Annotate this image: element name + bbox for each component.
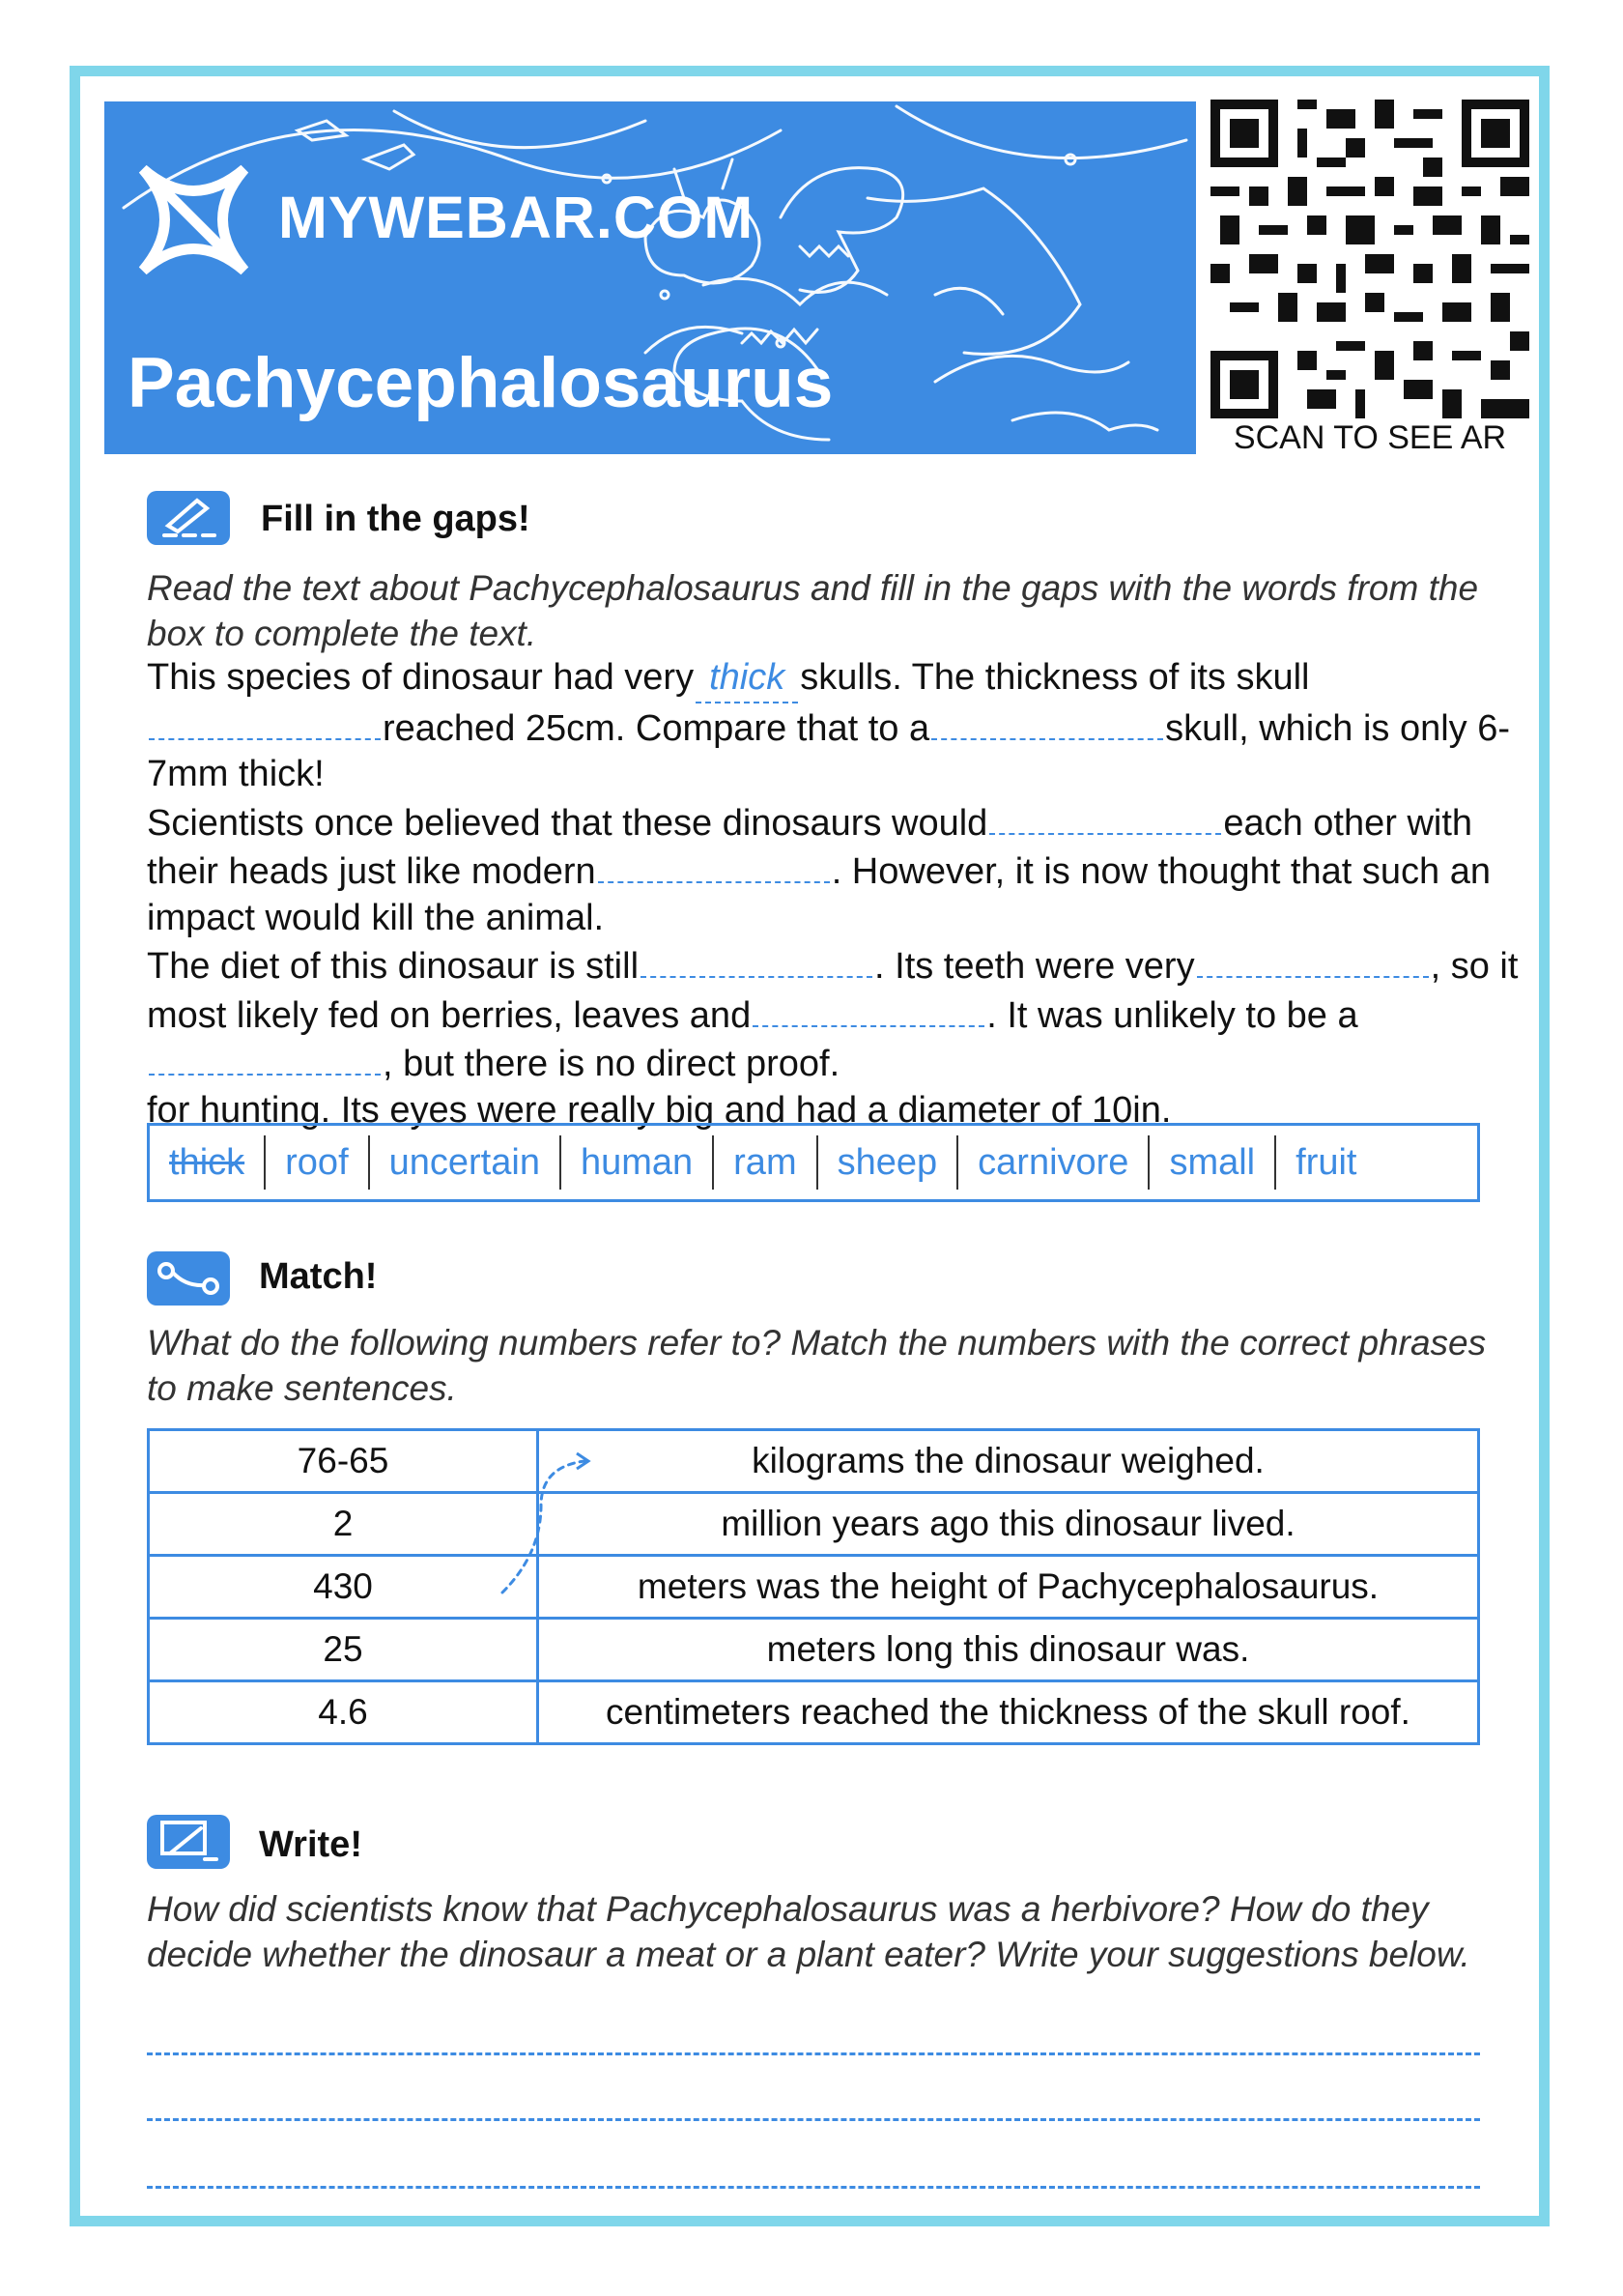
gaps-instruction: Read the text about Pachycephalosaurus and fill in the gaps with the words from the box to complete the text. [147, 568, 1479, 653]
word-bank-item[interactable]: human [561, 1135, 714, 1190]
text-segment: This species of dinosaur had very [147, 657, 695, 698]
text-segment: Scientists once believed that these dinosaurs would [147, 802, 988, 844]
match-phrase[interactable]: meters long this dinosaur was. [538, 1619, 1479, 1681]
gap-blank[interactable] [753, 990, 984, 1027]
answer-line[interactable] [147, 2052, 1480, 2055]
text-segment: each other with their heads just like modern [147, 802, 1473, 892]
gap-blank[interactable] [149, 703, 381, 740]
gap-blank[interactable] [931, 703, 1163, 740]
page-title: Pachycephalosaurus [128, 344, 834, 422]
header-banner [104, 101, 1196, 454]
word-bank-item[interactable]: fruit [1296, 1142, 1357, 1183]
text-segment: skull, which is only 6-7mm thick! [147, 707, 1510, 794]
pencil-icon [147, 491, 230, 545]
text-segment: . However, it is now thought that such an impact would kill the animal. [147, 851, 1491, 938]
match-phrase[interactable]: kilograms the dinosaur weighed. [538, 1430, 1479, 1493]
text-segment: The diet of this dinosaur is still [147, 946, 640, 987]
gaps-section-title: Fill in the gaps! [261, 499, 530, 539]
table-row [149, 1430, 1479, 1493]
word-bank-item[interactable]: sheep [818, 1135, 959, 1190]
gap-blank[interactable] [641, 941, 872, 978]
word-bank-item[interactable]: ram [714, 1135, 817, 1190]
brand-name: MYWEBAR.COM [278, 185, 755, 250]
table-row [149, 1493, 1479, 1556]
match-section-title: Match! [259, 1256, 378, 1297]
match-number[interactable]: 430 [149, 1556, 538, 1619]
table-row [149, 1556, 1479, 1619]
answer-line[interactable] [147, 2118, 1480, 2121]
gap-blank[interactable] [1197, 941, 1429, 978]
word-bank-item[interactable]: thick [150, 1135, 266, 1190]
table-row [149, 1619, 1479, 1681]
table-row [149, 1681, 1479, 1744]
text-segment: skulls. The thickness of its skull [800, 657, 1310, 698]
gap-blank[interactable] [598, 847, 830, 883]
match-number[interactable]: 2 [149, 1493, 538, 1556]
write-section-title: Write! [259, 1824, 362, 1865]
gap-blank[interactable] [989, 798, 1221, 835]
match-number[interactable]: 4.6 [149, 1681, 538, 1744]
text-segment: . Its teeth were very [874, 946, 1195, 987]
qr-label: SCAN TO SEE AR [1233, 419, 1507, 456]
gap-filled[interactable]: thick [696, 655, 798, 703]
match-number[interactable]: 25 [149, 1619, 538, 1681]
text-segment: for hunting. Its eyes were really big and had a diameter of 10in. [147, 1089, 1172, 1131]
write-instruction: How did scientists know that Pachycephalosaurus was a herbivore? How do they decide whether the dinosaur a meat or a plant eater? Write your suggestions below. [147, 1889, 1470, 1974]
word-bank-item[interactable]: small [1150, 1135, 1276, 1190]
text-segment: , but there is no direct proof. [383, 1044, 840, 1084]
text-segment: reached 25cm. Compare that to a [383, 707, 930, 749]
write-icon [147, 1815, 230, 1869]
match-number[interactable]: 76-65 [149, 1430, 538, 1493]
word-bank-item[interactable]: roof [266, 1135, 369, 1190]
word-bank [147, 1123, 1480, 1202]
match-phrase[interactable]: million years ago this dinosaur lived. [538, 1493, 1479, 1556]
match-phrase[interactable]: meters was the height of Pachycephalosaurus. [538, 1556, 1479, 1619]
gap-blank[interactable] [149, 1039, 381, 1076]
text-segment: , so it most likely fed on berries, leaves and [147, 946, 1519, 1036]
match-instruction: What do the following numbers refer to? Match the numbers with the correct phrases to make sentences. [147, 1323, 1487, 1408]
text-segment: . It was unlikely to be a [986, 994, 1358, 1036]
match-phrase[interactable]: centimeters reached the thickness of the skull roof. [538, 1681, 1479, 1744]
word-bank-item[interactable]: carnivore [958, 1135, 1150, 1190]
answer-line[interactable] [147, 2186, 1480, 2189]
word-bank-item[interactable]: uncertain [370, 1135, 561, 1190]
match-table [147, 1428, 1480, 1745]
qr-code-icon[interactable] [1210, 100, 1529, 418]
connect-icon [147, 1251, 230, 1306]
gaps-text [147, 655, 1519, 1134]
match-example-arrow-icon [488, 1448, 604, 1602]
